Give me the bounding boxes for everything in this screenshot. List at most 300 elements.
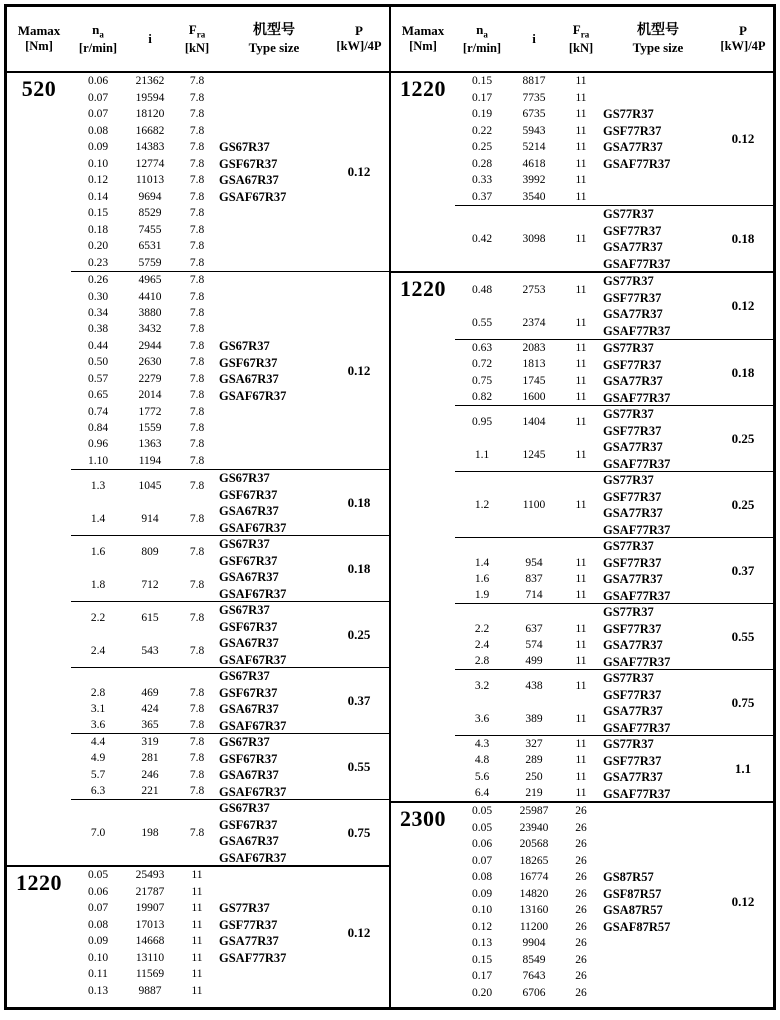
- ratio-value: 6531: [138, 240, 162, 253]
- type-size: GS67R37: [219, 735, 270, 749]
- ratio-value: 7735: [522, 91, 546, 104]
- ratio-value: 2753: [522, 283, 546, 296]
- spec-row: [71, 139, 219, 156]
- fra-value: 7.8: [189, 207, 205, 220]
- header-mamax-label: Mamax: [17, 23, 61, 39]
- na-value: 0.19: [471, 108, 493, 121]
- na-value: 0.15: [471, 953, 493, 966]
- ratio-value: 3992: [522, 174, 546, 187]
- spec-block: [71, 535, 389, 601]
- power-cell: [713, 472, 773, 537]
- power-value: 0.25: [347, 626, 371, 642]
- spec-row: [455, 172, 603, 189]
- ratio-value: 499: [525, 654, 543, 667]
- spec-block: [71, 271, 389, 469]
- ratio-value: 5759: [138, 256, 162, 269]
- fra-value: 7.8: [189, 644, 205, 657]
- ratio-value: 424: [141, 702, 159, 715]
- spec-row: [455, 711, 603, 728]
- ratio-value: 17013: [135, 918, 165, 931]
- power-cell: [329, 536, 389, 601]
- numeric-rows: [455, 472, 603, 537]
- fra-value: 11: [191, 951, 203, 964]
- na-value: 1.6: [474, 572, 490, 585]
- power-cell: [713, 670, 773, 735]
- fra-value: 11: [575, 342, 587, 355]
- fra-value: 7.8: [189, 405, 205, 418]
- ratio-value: 18120: [135, 108, 165, 121]
- type-size: GSA67R37: [219, 570, 279, 584]
- power-cell: [713, 73, 773, 205]
- ratio-value: 16682: [135, 124, 165, 137]
- header-fra-label: $F_{ra}$: [572, 21, 590, 40]
- type-size-list: [603, 736, 713, 801]
- type-size: GSA77R37: [603, 704, 663, 718]
- numeric-rows: [71, 73, 219, 271]
- type-size: GS77R37: [603, 274, 654, 288]
- power-value: 0.37: [731, 562, 755, 578]
- fra-value: 11: [575, 622, 587, 635]
- na-value: 0.09: [87, 141, 109, 154]
- spec-row: [71, 354, 219, 370]
- spec-block: [71, 73, 389, 271]
- fra-value: 11: [575, 738, 587, 751]
- ratio-value: 1404: [522, 416, 546, 429]
- type-size: GSF77R37: [603, 489, 662, 504]
- na-value: 0.06: [87, 885, 109, 898]
- fra-value: 7.8: [189, 578, 205, 591]
- type-size: GSF67R37: [219, 817, 278, 832]
- numeric-rows: [455, 206, 603, 271]
- ratio-value: 14668: [135, 935, 165, 948]
- type-size: GSF77R37: [603, 123, 662, 138]
- spec-row: [455, 952, 603, 969]
- ratio-value: 712: [141, 578, 159, 591]
- na-value: 0.09: [471, 887, 493, 900]
- fra-value: 7.8: [189, 718, 205, 731]
- ratio-value: 13160: [519, 904, 549, 917]
- spec-row: [71, 387, 219, 403]
- torque-group: [7, 865, 389, 999]
- ratio-value: 1600: [522, 390, 546, 403]
- type-size: GSA77R37: [603, 770, 663, 784]
- type-size: GSA67R37: [219, 372, 279, 386]
- na-value: 0.72: [471, 358, 493, 371]
- ratio-value: 3540: [522, 190, 546, 203]
- type-size: GSA67R37: [219, 504, 279, 518]
- type-size: GSAF77R37: [603, 323, 671, 338]
- spec-row: [71, 123, 219, 140]
- spec-row: [455, 621, 603, 637]
- fra-value: 26: [575, 920, 587, 933]
- spec-row: [71, 950, 219, 967]
- spec-row: [455, 230, 603, 247]
- na-value: 0.07: [471, 854, 493, 867]
- fra-value: 11: [575, 283, 587, 296]
- ratio-value: 3880: [138, 307, 162, 320]
- header-fra-unit: [kN]: [568, 40, 594, 55]
- type-size-list: [603, 472, 713, 537]
- type-size: GS67R37: [219, 669, 270, 683]
- spec-row: [71, 238, 219, 255]
- spec-row: [71, 338, 219, 354]
- na-value: 0.50: [87, 356, 109, 369]
- spec-row: [455, 123, 603, 140]
- spec-row: [71, 983, 219, 1000]
- type-size-list: [603, 538, 713, 603]
- ratio-value: 4965: [138, 274, 162, 287]
- ratio-value: 219: [525, 786, 543, 799]
- header-mamax: [7, 23, 71, 55]
- na-value: 1.6: [90, 546, 106, 559]
- spec-row: [71, 106, 219, 123]
- numeric-rows: [71, 867, 219, 999]
- ratio-value: 1194: [138, 454, 162, 467]
- spec-row: [71, 933, 219, 950]
- spec-block: [455, 537, 773, 603]
- header-power-unit: [kW]/4P: [720, 39, 766, 54]
- header-power: [329, 23, 389, 55]
- spec-row: [455, 189, 603, 206]
- fra-value: 26: [575, 904, 587, 917]
- type-size: GS77R37: [603, 107, 654, 121]
- power-value: 0.55: [347, 758, 371, 774]
- type-size: GSF77R37: [603, 687, 662, 702]
- fra-value: 11: [575, 374, 587, 387]
- spec-block: [455, 735, 773, 801]
- spec-row: [71, 511, 219, 528]
- type-size-list: [219, 536, 329, 601]
- spec-block: [455, 603, 773, 669]
- na-value: 4.8: [474, 754, 490, 767]
- spec-row: [455, 314, 603, 331]
- ratio-value: 18265: [519, 854, 549, 867]
- ratio-value: 3098: [522, 232, 546, 245]
- spec-row: [71, 420, 219, 436]
- fra-value: 26: [575, 986, 587, 999]
- na-value: 7.0: [90, 826, 106, 839]
- ratio-value: 13110: [135, 951, 165, 964]
- na-value: 0.12: [87, 174, 109, 187]
- fra-value: 11: [575, 498, 587, 511]
- type-size-list: [603, 206, 713, 271]
- type-size: GSF67R37: [219, 553, 278, 568]
- na-value: 0.33: [471, 174, 493, 187]
- torque-group-label: 520: [21, 76, 57, 101]
- ratio-value: 25493: [135, 869, 165, 882]
- spec-row: [455, 820, 603, 837]
- numeric-rows: [455, 406, 603, 471]
- fra-value: 11: [575, 556, 587, 569]
- type-size: GS87R57: [603, 870, 654, 884]
- type-size-list: [603, 73, 713, 205]
- na-value: 0.22: [471, 124, 493, 137]
- header-power-label: P: [739, 23, 747, 39]
- na-value: 0.95: [471, 416, 493, 429]
- type-size: GSAF77R37: [603, 456, 671, 471]
- spec-row: [455, 869, 603, 886]
- spec-row: [455, 985, 603, 1002]
- spec-row: [455, 356, 603, 372]
- ratio-value: 246: [141, 768, 159, 781]
- type-size: GS67R37: [219, 339, 270, 353]
- spec-row: [71, 610, 219, 627]
- fra-value: 11: [575, 770, 587, 783]
- spec-row: [455, 571, 603, 587]
- na-value: 0.13: [87, 984, 109, 997]
- torque-group: [7, 73, 389, 865]
- ratio-value: 7455: [138, 223, 162, 236]
- type-size-list: [219, 602, 329, 667]
- power-cell: [329, 867, 389, 999]
- spec-row: [71, 156, 219, 173]
- power-cell: [329, 272, 389, 469]
- fra-value: 7.8: [189, 323, 205, 336]
- power-value: 0.12: [347, 164, 371, 179]
- type-size-list: [603, 406, 713, 471]
- type-size-list: [219, 867, 329, 999]
- na-value: 0.20: [87, 240, 109, 253]
- fra-value: 7.8: [189, 702, 205, 715]
- fra-value: 11: [575, 174, 587, 187]
- power-value: 0.12: [731, 298, 755, 313]
- spec-row: [71, 966, 219, 983]
- ratio-value: 19594: [135, 91, 165, 104]
- fra-value: 11: [575, 141, 587, 154]
- na-value: 1.9: [474, 588, 490, 601]
- header-power-label: P: [355, 23, 363, 39]
- spec-row: [455, 73, 603, 90]
- type-size: GSF77R37: [219, 917, 278, 932]
- na-value: 1.8: [90, 578, 106, 591]
- type-size: GS77R37: [603, 341, 654, 355]
- group-blocks: [71, 73, 389, 865]
- numeric-rows: [71, 800, 219, 865]
- na-value: 0.10: [87, 157, 109, 170]
- torque-group: [391, 271, 773, 801]
- type-size: GSAF77R37: [603, 786, 671, 801]
- type-size: GS67R37: [219, 140, 270, 154]
- type-size-list: [219, 668, 329, 733]
- na-value: 0.08: [471, 871, 493, 884]
- power-value: 0.25: [731, 430, 755, 446]
- power-cell: [713, 206, 773, 271]
- header-mamax-unit: [Nm]: [409, 39, 437, 54]
- ratio-value: 3432: [138, 323, 162, 336]
- spec-block: [455, 205, 773, 271]
- type-size: GSAF67R37: [219, 652, 287, 667]
- fra-value: 11: [575, 108, 587, 121]
- power-value: 0.18: [347, 560, 371, 576]
- fra-value: 7.8: [189, 307, 205, 320]
- fra-value: 11: [575, 316, 587, 329]
- spec-row: [71, 73, 219, 90]
- na-value: 0.55: [471, 316, 493, 329]
- header-fra: [175, 22, 219, 56]
- na-value: 2.2: [474, 622, 490, 635]
- na-value: 1.1: [474, 448, 490, 461]
- fra-value: 7.8: [189, 339, 205, 352]
- spec-block: [455, 339, 773, 405]
- fra-value: 11: [191, 902, 203, 915]
- type-size: GSA67R37: [219, 702, 279, 716]
- power-cell: [713, 273, 773, 339]
- header-type-label-zh: 机型号: [637, 23, 679, 39]
- na-value: 0.09: [87, 935, 109, 948]
- fra-value: 11: [575, 157, 587, 170]
- na-value: 5.7: [90, 768, 106, 781]
- na-value: 0.07: [87, 91, 109, 104]
- fra-value: 26: [575, 871, 587, 884]
- column-header-row: [391, 7, 773, 73]
- header-na-label: $n_a$: [476, 21, 488, 40]
- ratio-value: 9904: [522, 937, 546, 950]
- spec-block: [455, 273, 773, 339]
- left-half: [7, 7, 389, 1007]
- header-mamax-label: Mamax: [401, 23, 445, 39]
- fra-value: 7.8: [189, 438, 205, 451]
- type-size: GSAF67R37: [219, 718, 287, 733]
- spec-table: [4, 4, 776, 1010]
- fra-value: 7.8: [189, 736, 205, 749]
- group-blocks: [71, 867, 389, 999]
- type-size: GS77R37: [603, 407, 654, 421]
- power-cell: [329, 470, 389, 535]
- type-size: GSF67R37: [219, 156, 278, 171]
- na-value: 0.08: [87, 918, 109, 931]
- ratio-value: 14383: [135, 141, 165, 154]
- ratio-value: 7643: [522, 970, 546, 983]
- spec-row: [71, 750, 219, 766]
- torque-group-label: 1220: [400, 76, 446, 101]
- spec-row: [455, 803, 603, 820]
- ratio-value: 4618: [522, 157, 546, 170]
- ratio-value: 1745: [522, 374, 546, 387]
- fra-value: 26: [575, 805, 587, 818]
- type-size-list: [603, 340, 713, 405]
- numeric-rows: [455, 803, 603, 1001]
- type-size: GS67R37: [219, 471, 270, 485]
- na-value: 0.11: [88, 968, 108, 981]
- column-header-row: [7, 7, 389, 73]
- na-value: 2.2: [90, 612, 106, 625]
- spec-row: [71, 478, 219, 495]
- numeric-rows: [455, 273, 603, 339]
- fra-value: 11: [575, 786, 587, 799]
- ratio-value: 9694: [138, 190, 162, 203]
- spec-row: [455, 587, 603, 603]
- ratio-value: 574: [525, 638, 543, 651]
- type-size: GS67R37: [219, 603, 270, 617]
- torque-group: [391, 73, 773, 271]
- fra-value: 26: [575, 970, 587, 983]
- fra-value: 11: [191, 885, 203, 898]
- spec-row: [71, 900, 219, 917]
- type-size: GSAF87R57: [603, 919, 671, 934]
- spec-block: [71, 601, 389, 667]
- na-value: 1.4: [474, 556, 490, 569]
- numeric-rows: [71, 734, 219, 799]
- type-size: GSAF67R37: [219, 850, 287, 865]
- fra-value: 11: [191, 918, 203, 931]
- type-size: GSAF77R37: [603, 256, 671, 271]
- type-size: GSAF77R37: [219, 950, 287, 965]
- spec-row: [455, 935, 603, 952]
- fra-value: 7.8: [189, 223, 205, 236]
- group-blocks: [455, 803, 773, 1001]
- spec-row: [71, 643, 219, 660]
- spec-row: [455, 886, 603, 903]
- ratio-value: 1813: [522, 358, 546, 371]
- ratio-value: 9887: [138, 984, 162, 997]
- spec-block: [455, 73, 773, 205]
- na-value: 0.05: [471, 805, 493, 818]
- na-value: 2.8: [474, 654, 490, 667]
- header-power: [713, 23, 773, 55]
- fra-value: 7.8: [189, 454, 205, 467]
- ratio-value: 23940: [519, 821, 549, 834]
- type-size: GSA77R37: [603, 307, 663, 321]
- torque-group-label: 1220: [16, 870, 62, 895]
- header-na-unit: [r/min]: [462, 40, 502, 55]
- na-value: 4.9: [90, 752, 106, 765]
- power-value: 0.18: [347, 494, 371, 510]
- spec-row: [71, 189, 219, 206]
- spec-block: [455, 803, 773, 1001]
- type-size: GSAF77R37: [603, 720, 671, 735]
- ratio-value: 1045: [138, 480, 162, 493]
- na-value: 0.82: [471, 390, 493, 403]
- spec-row: [71, 767, 219, 783]
- na-value: 0.38: [87, 323, 109, 336]
- spec-block: [71, 867, 389, 999]
- type-size-list: [603, 670, 713, 735]
- type-size-list: [219, 800, 329, 865]
- right-half-body: [391, 73, 773, 1001]
- fra-value: 11: [191, 869, 203, 882]
- ratio-value: 281: [141, 752, 159, 765]
- spec-row: [455, 902, 603, 919]
- header-mamax-unit: [Nm]: [25, 39, 53, 54]
- ratio-value: 25987: [519, 805, 549, 818]
- type-size: GS77R37: [603, 473, 654, 487]
- spec-row: [71, 783, 219, 799]
- na-value: 6.4: [474, 786, 490, 799]
- type-size: GSA77R37: [219, 934, 279, 948]
- header-ratio-label: i: [148, 30, 152, 46]
- na-value: 0.07: [87, 108, 109, 121]
- ratio-value: 1245: [522, 448, 546, 461]
- spec-row: [455, 836, 603, 853]
- fra-value: 11: [575, 91, 587, 104]
- type-size: GSAF67R37: [219, 784, 287, 799]
- spec-row: [455, 653, 603, 669]
- type-size: GSA77R37: [603, 374, 663, 388]
- na-value: 0.14: [87, 190, 109, 203]
- fra-value: 7.8: [189, 290, 205, 303]
- na-value: 2.8: [90, 686, 106, 699]
- ratio-value: 389: [525, 712, 543, 725]
- type-size: GSAF67R37: [219, 189, 287, 204]
- type-size-list: [219, 272, 329, 469]
- numeric-rows: [455, 538, 603, 603]
- type-size: GS77R37: [603, 539, 654, 553]
- fra-value: 7.8: [189, 752, 205, 765]
- spec-row: [71, 272, 219, 288]
- fra-value: 26: [575, 854, 587, 867]
- fra-value: 7.8: [189, 372, 205, 385]
- header-na-label: $n_a$: [92, 21, 104, 40]
